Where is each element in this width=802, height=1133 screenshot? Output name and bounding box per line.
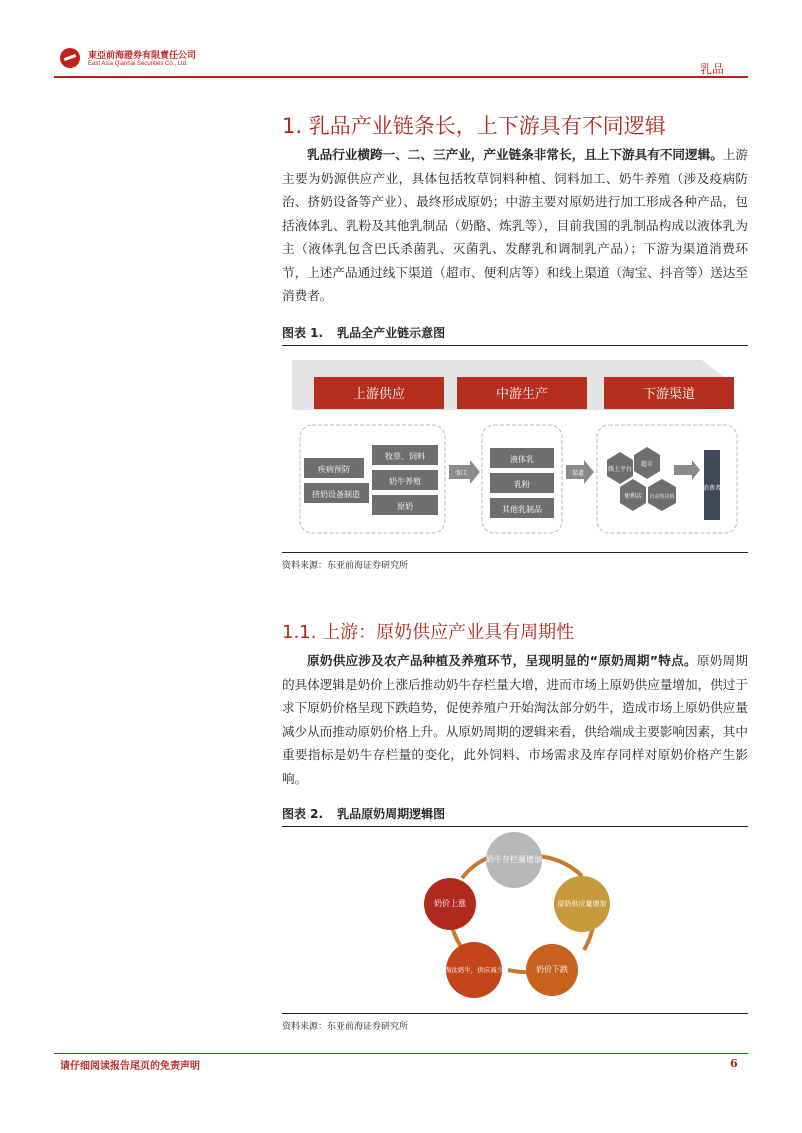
up-label-disease: 疾病预防	[318, 465, 350, 474]
down-label-vending: 自动售货机	[649, 494, 675, 500]
footer-disclaimer: 请仔细阅读报告尾页的免责声明	[60, 1061, 200, 1072]
up-label-equipment: 挤奶设备制造	[312, 490, 360, 499]
figure-label: 图表 2.	[282, 807, 324, 821]
paragraph-body: 原奶周期的具体逻辑是奶价上涨后推动奶牛存栏量大增，进而市场上原奶供应量增加，供过于求下原奶价格呈现下跌趋势，促使养殖户开始淘汰部分奶牛，造成市场上原奶供应量减少从而推动原奶价格上升。从原奶周期的逻辑来看，供给端成主要影响因素，其中重要指标是奶牛存栏量的变化，此外饲料、市场需求及库存同样对原奶价格产生影响。	[282, 653, 748, 786]
company-logo-icon	[60, 48, 80, 68]
down-label-supermarket: 超市	[640, 461, 654, 468]
section-paragraph	[282, 143, 748, 308]
arrow-channel-label: 渠道	[571, 470, 585, 477]
section-title: 1. 乳品产业链条长，上下游具有不同逻辑	[282, 114, 666, 138]
node-bottom-right-label: 奶价下跌	[536, 965, 568, 974]
paragraph-lead: 原奶供应涉及农产品种植及养殖环节，呈现明显的“原奶周期”特点。	[307, 653, 697, 668]
footer-rule	[54, 1053, 748, 1054]
page-number: 6	[730, 1057, 738, 1070]
supply-chain-diagram	[282, 350, 748, 545]
figure-title: 乳品全产业链示意图	[337, 326, 446, 340]
milk-cycle-diagram	[282, 828, 748, 1008]
stage-mid-label: 中游生产	[495, 387, 549, 402]
figure-label: 图表 1.	[282, 326, 324, 340]
mid-label-liquid: 液体乳	[510, 455, 534, 464]
figure-source: 资料来源：东亚前海证券研究所	[282, 1013, 748, 1032]
figure-source: 资料来源：东亚前海证券研究所	[282, 552, 748, 571]
node-top-label: 奶牛存栏量增加	[486, 855, 542, 864]
stage-upstream-label: 上游供应	[352, 387, 406, 402]
header-section: 乳品	[700, 62, 725, 76]
figure-caption	[282, 324, 748, 346]
up-label-cattle: 奶牛养殖	[389, 477, 421, 486]
node-bottom-left-label: 淘汰奶牛，供应减少	[444, 966, 504, 974]
figure-title: 乳品原奶周期逻辑图	[337, 807, 446, 821]
arrow-process-label: 加工	[455, 470, 469, 477]
figure-caption	[282, 805, 748, 827]
node-left-label: 奶价上涨	[434, 899, 466, 908]
stage-down-label: 下游渠道	[642, 387, 696, 402]
mid-label-other: 其他乳制品	[502, 505, 542, 514]
mid-label-powder: 乳粉	[514, 480, 530, 489]
paragraph-lead: 乳品行业横跨一、二、三产业，产业链条非常长，且上下游具有不同逻辑。	[307, 147, 723, 162]
arrow-consumer-icon	[674, 460, 700, 480]
down-label-store: 便利店	[623, 493, 643, 500]
consumer-label: 消费者	[702, 485, 722, 492]
header-rule	[54, 76, 748, 78]
up-label-feed: 牧草、饲料	[385, 452, 425, 461]
company-name-en: East Asia Qianhai Securities Co., Ltd.	[88, 61, 188, 67]
subsection-paragraph	[282, 649, 748, 790]
up-label-rawmilk: 原奶	[397, 502, 413, 511]
paragraph-body: 上游主要为奶源供应产业，具体包括牧草饲料种植、饲料加工、奶牛养殖（涉及疫病防治、挤奶设备等产业）、最终形成原奶；中游主要对原奶进行加工形成各种产品，包括液体乳、乳粉及其他乳制品（奶酪、炼乳等），目前我国的乳制品构成以液体乳为主（液体乳包含巴氏杀菌乳、灭菌乳、发酵乳和调制乳产品）；下游为渠道消费环节，上述产品通过线下渠道（超市、便利店等）和线上渠道（淘宝、抖音等）送达至消费者。	[282, 147, 749, 303]
node-right-label: 原奶供应量增加	[557, 900, 607, 908]
subsection-title: 1.1. 上游：原奶供应产业具有周期性	[282, 622, 575, 643]
down-label-online: 线上平台	[607, 466, 633, 473]
company-name-cn: 東亞前海證券有限責任公司	[88, 51, 197, 61]
